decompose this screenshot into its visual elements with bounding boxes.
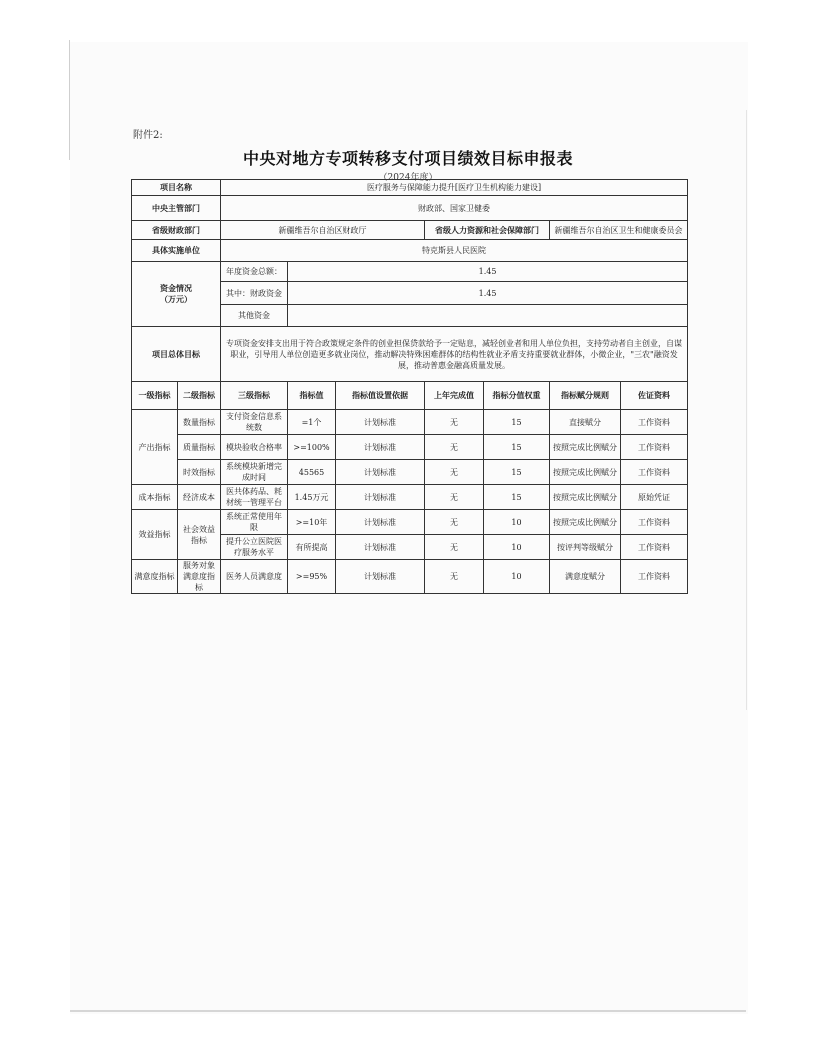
cell-basis: 计划标准 (336, 535, 425, 560)
cell-level3: 提升公立医院医疗服务水平 (221, 535, 288, 560)
cell-value: >=95% (288, 560, 336, 594)
value-provincial-finance: 新疆维吾尔自治区财政厅 (221, 221, 425, 240)
cell-weight: 15 (484, 435, 550, 460)
cell-basis: 计划标准 (336, 510, 425, 535)
cell-rule: 按照完成比例赋分 (550, 460, 621, 485)
cell-value: >=10年 (288, 510, 336, 535)
label-funds: 资金情况 （万元） (132, 262, 221, 327)
cell-value: 有所提高 (288, 535, 336, 560)
cell-level3: 支付资金信息系统数 (221, 410, 288, 435)
cell-level3: 模块验收合格率 (221, 435, 288, 460)
cell-level3: 医共体药品、耗材统一管理平台 (221, 485, 288, 510)
cell-value: >=100% (288, 435, 336, 460)
cell-level2: 数量指标 (178, 410, 221, 435)
label-funds-other: 其他资金 (221, 305, 288, 327)
cell-rule: 按照完成比例赋分 (550, 485, 621, 510)
header-level2: 二级指标 (178, 382, 221, 410)
table-row (132, 485, 688, 510)
cell-last-year: 无 (425, 460, 484, 485)
attachment-label: 附件2: (133, 130, 163, 141)
cell-level3: 系统模块新增完成时间 (221, 460, 288, 485)
value-project-name: 医疗服务与保障能力提升[医疗卫生机构能力建设] (221, 180, 688, 196)
document-title: 中央对地方专项转移支付项目绩效目标申报表 (242, 149, 573, 168)
cell-level2: 经济成本 (178, 485, 221, 510)
table-row (132, 510, 688, 535)
cell-basis: 计划标准 (336, 560, 425, 594)
cell-basis: 计划标准 (336, 460, 425, 485)
cell-rule: 直接赋分 (550, 410, 621, 435)
table-row (132, 435, 688, 460)
cell-weight: 15 (484, 485, 550, 510)
cell-value: 45565 (288, 460, 336, 485)
cell-level2: 时效指标 (178, 460, 221, 485)
label-project-name: 项目名称 (132, 180, 221, 196)
table-row (132, 560, 688, 594)
header-evidence: 佐证资料 (621, 382, 688, 410)
value-implementer: 特克斯县人民医院 (221, 240, 688, 262)
header-last-year: 上年完成值 (425, 382, 484, 410)
cell-level3: 系统正常使用年限 (221, 510, 288, 535)
cell-last-year: 无 (425, 560, 484, 594)
scan-edge-bottom (70, 1010, 746, 1012)
cell-level3: 医务人员满意度 (221, 560, 288, 594)
value-funds-total: 1.45 (288, 262, 688, 282)
group-benefit: 效益指标 (132, 510, 178, 560)
cell-basis: 计划标准 (336, 410, 425, 435)
cell-weight: 10 (484, 535, 550, 560)
label-implementer: 具体实施单位 (132, 240, 221, 262)
cell-rule: 按评判等级赋分 (550, 535, 621, 560)
cell-rule: 按照完成比例赋分 (550, 435, 621, 460)
label-provincial-finance: 省级财政部门 (132, 221, 221, 240)
indicator-header-row (132, 382, 688, 410)
cell-last-year: 无 (425, 485, 484, 510)
label-funds-fiscal: 其中：财政资金 (221, 282, 288, 305)
value-central-dept: 财政部、国家卫健委 (221, 196, 688, 221)
cell-last-year: 无 (425, 535, 484, 560)
cell-evidence: 工作资料 (621, 560, 688, 594)
label-provincial-hr: 省级人力资源和社会保障部门 (425, 221, 550, 240)
header-level3: 三级指标 (221, 382, 288, 410)
row-provincial-depts (132, 221, 688, 240)
table-row (132, 410, 688, 435)
row-funds-total (132, 262, 688, 282)
document-year: （2024年度） (378, 173, 438, 183)
label-central-dept: 中央主管部门 (132, 196, 221, 221)
cell-basis: 计划标准 (336, 485, 425, 510)
cell-weight: 15 (484, 410, 550, 435)
cell-level2: 服务对象满意度指标 (178, 560, 221, 594)
scan-edge-left (69, 40, 70, 160)
scan-edge-right (746, 110, 747, 710)
header-basis: 指标值设置依据 (336, 382, 425, 410)
group-output: 产出指标 (132, 410, 178, 485)
table-row (132, 460, 688, 485)
header-value: 指标值 (288, 382, 336, 410)
cell-evidence: 工作资料 (621, 510, 688, 535)
group-satisfaction: 满意度指标 (132, 560, 178, 594)
value-funds-other (288, 305, 688, 327)
cell-level2: 社会效益指标 (178, 510, 221, 560)
cell-last-year: 无 (425, 435, 484, 460)
cell-weight: 15 (484, 460, 550, 485)
row-implementer (132, 240, 688, 262)
label-overall-goal: 项目总体目标 (132, 327, 221, 382)
cell-evidence: 工作资料 (621, 460, 688, 485)
cell-weight: 10 (484, 560, 550, 594)
cell-rule: 按照完成比例赋分 (550, 510, 621, 535)
cell-evidence: 工作资料 (621, 410, 688, 435)
cell-value: 1.45万元 (288, 485, 336, 510)
row-overall-goal (132, 327, 688, 382)
label-funds-total: 年度资金总额： (221, 262, 288, 282)
cell-last-year: 无 (425, 510, 484, 535)
header-rule: 指标赋分规则 (550, 382, 621, 410)
cell-evidence: 工作资料 (621, 435, 688, 460)
cell-evidence: 原始凭证 (621, 485, 688, 510)
header-level1: 一级指标 (132, 382, 178, 410)
cell-last-year: 无 (425, 410, 484, 435)
value-overall-goal: 专项资金安排支出用于符合政策规定条件的创业担保贷款给予一定贴息，减轻创业者和用人单位负担，支持劳动者自主创业，自谋职业，引导用人单位创造更多就业岗位，推动解决特殊困难群体的结构性就业矛盾支持重要就业群体，小微企业，"三农"融资发展，推动普惠金融高质量发展。 (221, 327, 688, 382)
cell-value: =1个 (288, 410, 336, 435)
row-project-name (132, 180, 688, 196)
cell-weight: 10 (484, 510, 550, 535)
cell-level2: 质量指标 (178, 435, 221, 460)
group-cost: 成本指标 (132, 485, 178, 510)
cell-rule: 满意度赋分 (550, 560, 621, 594)
row-central-dept (132, 196, 688, 221)
performance-target-table (131, 179, 688, 594)
value-provincial-hr: 新疆维吾尔自治区卫生和健康委员会 (550, 221, 688, 240)
cell-basis: 计划标准 (336, 435, 425, 460)
header-weight: 指标分值权重 (484, 382, 550, 410)
value-funds-fiscal: 1.45 (288, 282, 688, 305)
cell-evidence: 工作资料 (621, 535, 688, 560)
